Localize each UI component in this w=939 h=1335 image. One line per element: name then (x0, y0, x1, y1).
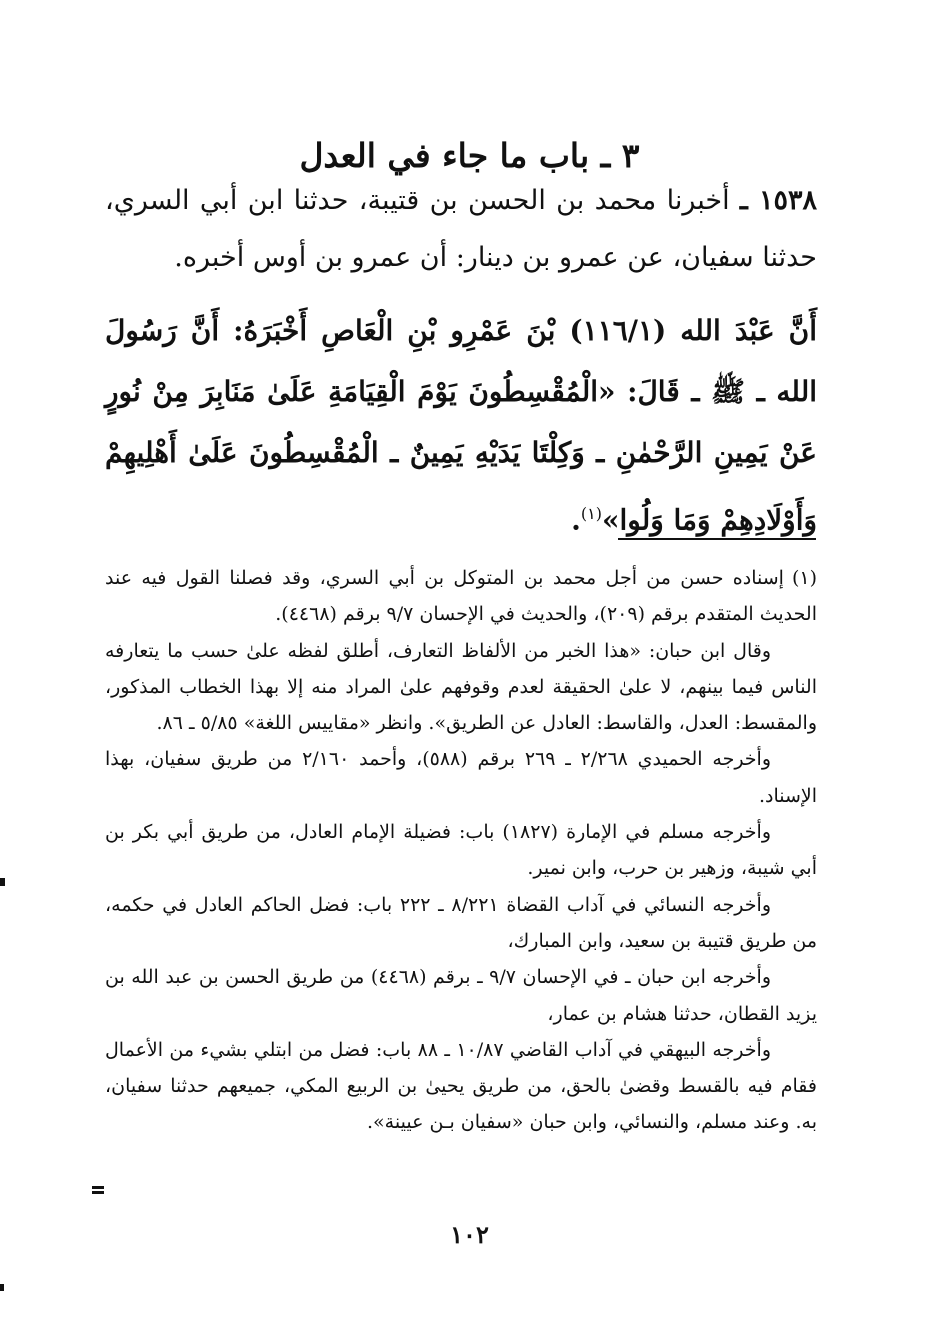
hadith-block (105, 172, 817, 550)
hadith-matn (105, 300, 817, 550)
footnote-marker: (١) (791, 567, 817, 589)
footnote-paragraph: وأخرجه البيهقي في آداب القاضي ١٠/٨٧ ـ ٨٨ باب: فضل من ابتلي بشيء من الأعمال فقام فيه بالقسط وقضىٰ بالحق، من طريق يحيىٰ بن الربيع المكي، جميعهم حدثنا سفيان، به. وعند مسلم، والنسائي، وابن حبان «سفيان بـن عيينة». (105, 1038, 817, 1134)
scan-margin-mark (92, 1186, 104, 1189)
hadith-isnad (105, 172, 817, 286)
footnotes (105, 560, 817, 1141)
chapter-title: ٣ ـ باب ما جاء في العدل (299, 136, 640, 176)
footnote-paragraph (105, 560, 817, 633)
footnote-paragraph: وأخرجه النسائي في آداب القضاة ٨/٢٢١ ـ ٢٢٢ باب: فضل الحاكم العادل في حكمه، من طريق قتيبة بن سعيد، وابن المبارك، (105, 893, 817, 952)
isnad-text: أخبرنا محمد بن الحسن بن قتيبة، حدثنا ابن أبي السري، حدثنا سفيان، عن عمرو بن دينار: أن عمرو بن أوس أخبره. (105, 185, 817, 273)
footnote-paragraph: وأخرجه ابن حبان ـ في الإحسان ٩/٧ ـ برقم (٤٤٦٨) من طريق الحسن بن عبد الله بن يزيد القطان، حدثنا هشام بن عمار، (105, 966, 817, 1025)
matn-end: . (571, 503, 581, 537)
footnote-text: إسناده حسن من أجل محمد بن المتوكل بن أبي السري، وقد فصلنا القول فيه عند الحديث المتقدم برقم (٢٠٩)، والحديث في الإحسان ٩/٧ برقم (٤٤٦٨). (105, 567, 817, 626)
matn-text: أَنَّ عَبْدَ الله (١١٦/١) بْنَ عَمْرِو بْنِ الْعَاصِ أَخْبَرَهُ: أَنَّ رَسُولَ الله ـ ﷺ ـ قَالَ: «الْمُقْسِطُونَ يَوْمَ الْقِيَامَةِ عَلَىٰ مَنَابِرَ مِنْ نُورٍ عَنْ يَمِينِ الرَّحْمٰنِ ـ وَكِلْتَا يَدَيْهِ يَمِينٌ ـ الْمُقْسِطُونَ عَلَىٰ أَهْلِيهِمْ وَأَوْلَادِهِمْ وَمَا وَلُوا» (105, 314, 818, 537)
scan-margin-mark (0, 878, 5, 886)
page-number: ١٠٢ (450, 1220, 489, 1249)
scan-margin-mark (0, 1284, 4, 1291)
footnote-paragraph: وأخرجه مسلم في الإمارة (١٨٢٧) باب: فضيلة الإمام العادل، من طريق أبي بكر بن أبي شيبة، وزهير بن حرب، وابن نمير. (105, 821, 817, 880)
hadith-number: ١٥٣٨ ـ (739, 185, 818, 216)
footnote-paragraph: وقال ابن حبان: «هذا الخبر من الألفاظ التعارف، أطلق لفظه علىٰ حسب ما يتعارفه الناس فيما بينهم، لا علىٰ الحقيقة لعدم وقوفهم علىٰ المراد منه إلا بهذا الخطاب المذكور، والمقسط: العدل، والقاسط: العادل عن الطريق». وانظر «مقاييس اللغة» ٥/٨٥ ـ ٨٦. (105, 639, 817, 735)
footnote-reference: (١) (580, 504, 602, 523)
footnote-paragraph: وأخرجه الحميدي ٢/٢٦٨ ـ ٢٦٩ برقم (٥٨٨)، وأحمد ٢/١٦٠ من طريق سفيان، بهذا الإسناد. (105, 748, 817, 807)
footnote-separator (618, 538, 816, 540)
